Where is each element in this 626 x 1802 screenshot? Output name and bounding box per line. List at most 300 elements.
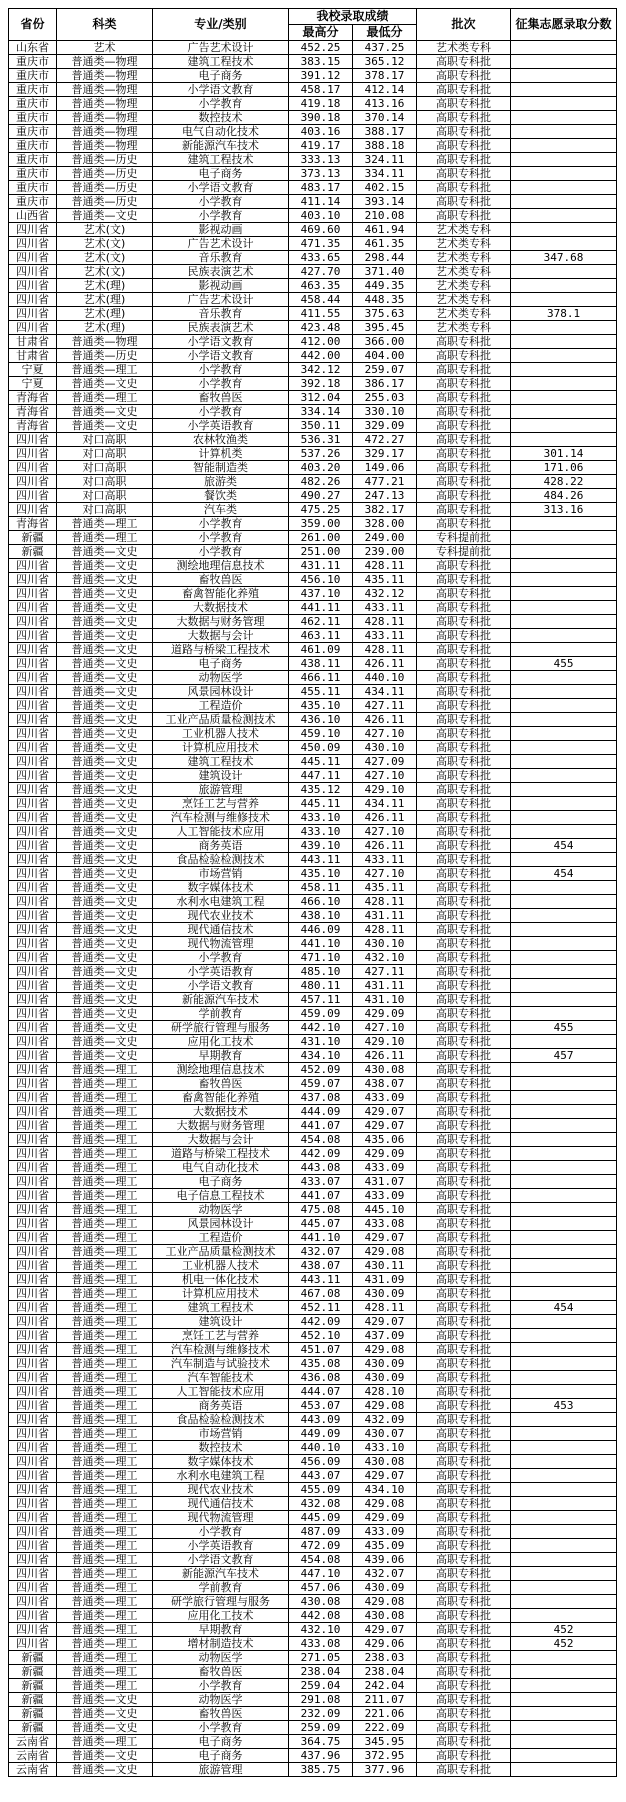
cell-supplementary-score: 455 <box>511 1021 617 1035</box>
cell-min-score: 435.11 <box>353 573 417 587</box>
cell-province: 四川省 <box>9 587 57 601</box>
table-row <box>9 1399 617 1413</box>
cell-batch: 高职专科批 <box>417 1721 511 1735</box>
cell-subject: 对口高职 <box>57 447 153 461</box>
admission-score-sheet <box>8 8 616 1777</box>
cell-batch: 高职专科批 <box>417 1763 511 1777</box>
cell-supplementary-score <box>511 1525 617 1539</box>
cell-max-score: 447.11 <box>289 769 353 783</box>
cell-major: 机电一体化技术 <box>153 1273 289 1287</box>
cell-max-score: 436.08 <box>289 1371 353 1385</box>
table-row <box>9 1567 617 1581</box>
cell-major: 建筑工程技术 <box>153 1301 289 1315</box>
table-row <box>9 1511 617 1525</box>
cell-subject: 普通类—理工 <box>57 1637 153 1651</box>
cell-province: 四川省 <box>9 1063 57 1077</box>
cell-min-score: 429.09 <box>353 1007 417 1021</box>
cell-max-score: 431.10 <box>289 1035 353 1049</box>
table-row <box>9 97 617 111</box>
cell-min-score: 427.11 <box>353 965 417 979</box>
cell-province: 四川省 <box>9 1301 57 1315</box>
cell-major: 商务英语 <box>153 1399 289 1413</box>
cell-province: 四川省 <box>9 1413 57 1427</box>
cell-max-score: 466.10 <box>289 895 353 909</box>
cell-supplementary-score: 313.16 <box>511 503 617 517</box>
cell-subject: 普通类—理工 <box>57 1497 153 1511</box>
cell-supplementary-score <box>511 1245 617 1259</box>
cell-major: 数字媒体技术 <box>153 881 289 895</box>
table-row <box>9 41 617 55</box>
cell-max-score: 419.17 <box>289 139 353 153</box>
cell-supplementary-score <box>511 1329 617 1343</box>
table-row <box>9 923 617 937</box>
cell-supplementary-score <box>511 349 617 363</box>
cell-max-score: 485.10 <box>289 965 353 979</box>
cell-batch: 高职专科批 <box>417 447 511 461</box>
cell-batch: 高职专科批 <box>417 1091 511 1105</box>
cell-subject: 普通类—理工 <box>57 1441 153 1455</box>
table-row <box>9 307 617 321</box>
table-row <box>9 573 617 587</box>
cell-subject: 普通类—理工 <box>57 391 153 405</box>
cell-batch: 艺术类专科 <box>417 237 511 251</box>
cell-province: 四川省 <box>9 1049 57 1063</box>
cell-batch: 高职专科批 <box>417 69 511 83</box>
cell-batch: 艺术类专科 <box>417 279 511 293</box>
cell-province: 四川省 <box>9 461 57 475</box>
cell-batch: 高职专科批 <box>417 1511 511 1525</box>
cell-major: 水利水电建筑工程 <box>153 1469 289 1483</box>
cell-supplementary-score <box>511 741 617 755</box>
cell-province: 云南省 <box>9 1735 57 1749</box>
cell-supplementary-score <box>511 1273 617 1287</box>
cell-min-score: 429.07 <box>353 1119 417 1133</box>
cell-subject: 普通类—理工 <box>57 1567 153 1581</box>
cell-min-score: 259.07 <box>353 363 417 377</box>
cell-subject: 艺术(理) <box>57 279 153 293</box>
table-row <box>9 797 617 811</box>
cell-subject: 普通类—理工 <box>57 1469 153 1483</box>
cell-max-score: 443.11 <box>289 1273 353 1287</box>
cell-batch: 高职专科批 <box>417 895 511 909</box>
cell-subject: 普通类—理工 <box>57 517 153 531</box>
cell-supplementary-score <box>511 1077 617 1091</box>
cell-subject: 普通类—物理 <box>57 335 153 349</box>
cell-subject: 普通类—理工 <box>57 1385 153 1399</box>
cell-min-score: 427.11 <box>353 699 417 713</box>
cell-province: 四川省 <box>9 1637 57 1651</box>
cell-batch: 高职专科批 <box>417 1189 511 1203</box>
cell-min-score: 439.06 <box>353 1553 417 1567</box>
cell-subject: 普通类—物理 <box>57 83 153 97</box>
cell-major: 新能源汽车技术 <box>153 1567 289 1581</box>
cell-subject: 普通类—文史 <box>57 419 153 433</box>
cell-major: 新能源汽车技术 <box>153 993 289 1007</box>
cell-batch: 高职专科批 <box>417 475 511 489</box>
cell-province: 山东省 <box>9 41 57 55</box>
cell-province: 重庆市 <box>9 125 57 139</box>
table-row <box>9 587 617 601</box>
cell-major: 建筑工程技术 <box>153 55 289 69</box>
cell-major: 小学语文教育 <box>153 335 289 349</box>
cell-province: 新疆 <box>9 1693 57 1707</box>
table-row <box>9 167 617 181</box>
cell-supplementary-score <box>511 1693 617 1707</box>
cell-subject: 艺术(理) <box>57 293 153 307</box>
table-header <box>9 9 617 41</box>
table-row <box>9 195 617 209</box>
cell-subject: 普通类—文史 <box>57 209 153 223</box>
cell-min-score: 428.10 <box>353 1385 417 1399</box>
cell-province: 四川省 <box>9 1021 57 1035</box>
cell-min-score: 430.08 <box>353 1609 417 1623</box>
cell-supplementary-score <box>511 125 617 139</box>
cell-subject: 普通类—文史 <box>57 909 153 923</box>
cell-major: 人工智能技术应用 <box>153 1385 289 1399</box>
cell-province: 四川省 <box>9 1595 57 1609</box>
cell-subject: 普通类—理工 <box>57 1301 153 1315</box>
cell-province: 四川省 <box>9 447 57 461</box>
cell-batch: 高职专科批 <box>417 405 511 419</box>
cell-supplementary-score: 484.26 <box>511 489 617 503</box>
cell-min-score: 430.09 <box>353 1287 417 1301</box>
table-row <box>9 1105 617 1119</box>
cell-major: 建筑工程技术 <box>153 153 289 167</box>
cell-province: 四川省 <box>9 1203 57 1217</box>
cell-max-score: 487.09 <box>289 1525 353 1539</box>
cell-major: 电子信息工程技术 <box>153 1189 289 1203</box>
cell-supplementary-score <box>511 783 617 797</box>
cell-province: 四川省 <box>9 965 57 979</box>
cell-min-score: 388.17 <box>353 125 417 139</box>
cell-max-score: 423.48 <box>289 321 353 335</box>
table-row <box>9 503 617 517</box>
cell-batch: 高职专科批 <box>417 797 511 811</box>
cell-province: 四川省 <box>9 937 57 951</box>
cell-province: 重庆市 <box>9 195 57 209</box>
cell-max-score: 403.20 <box>289 461 353 475</box>
cell-batch: 高职专科批 <box>417 1161 511 1175</box>
cell-major: 畜禽智能化养殖 <box>153 1091 289 1105</box>
cell-max-score: 455.09 <box>289 1483 353 1497</box>
cell-subject: 普通类—文史 <box>57 797 153 811</box>
cell-province: 重庆市 <box>9 153 57 167</box>
cell-major: 测绘地理信息技术 <box>153 1063 289 1077</box>
cell-supplementary-score <box>511 1665 617 1679</box>
table-row <box>9 1651 617 1665</box>
cell-batch: 高职专科批 <box>417 1147 511 1161</box>
table-row <box>9 685 617 699</box>
cell-supplementary-score <box>511 69 617 83</box>
cell-major: 动物医学 <box>153 671 289 685</box>
table-row <box>9 321 617 335</box>
cell-subject: 普通类—文史 <box>57 755 153 769</box>
cell-min-score: 429.10 <box>353 783 417 797</box>
cell-max-score: 463.11 <box>289 629 353 643</box>
cell-province: 四川省 <box>9 727 57 741</box>
cell-min-score: 378.17 <box>353 69 417 83</box>
cell-max-score: 261.00 <box>289 531 353 545</box>
table-row <box>9 811 617 825</box>
cell-batch: 高职专科批 <box>417 461 511 475</box>
table-row <box>9 1693 617 1707</box>
cell-max-score: 445.09 <box>289 1511 353 1525</box>
cell-major: 现代通信技术 <box>153 1497 289 1511</box>
cell-min-score: 427.10 <box>353 769 417 783</box>
cell-batch: 高职专科批 <box>417 83 511 97</box>
cell-min-score: 382.17 <box>353 503 417 517</box>
cell-batch: 高职专科批 <box>417 1623 511 1637</box>
table-row <box>9 769 617 783</box>
cell-major: 大数据技术 <box>153 601 289 615</box>
cell-batch: 高职专科批 <box>417 853 511 867</box>
header-supplementary-score: 征集志愿录取分数 <box>511 9 617 41</box>
cell-major: 汽车智能技术 <box>153 1371 289 1385</box>
cell-max-score: 434.10 <box>289 1049 353 1063</box>
cell-major: 汽车制造与试验技术 <box>153 1357 289 1371</box>
cell-major: 小学教育 <box>153 1525 289 1539</box>
cell-province: 宁夏 <box>9 363 57 377</box>
cell-min-score: 427.10 <box>353 727 417 741</box>
cell-province: 四川省 <box>9 223 57 237</box>
cell-min-score: 433.10 <box>353 1441 417 1455</box>
cell-batch: 专科提前批 <box>417 545 511 559</box>
cell-major: 小学教育 <box>153 97 289 111</box>
cell-province: 四川省 <box>9 909 57 923</box>
cell-min-score: 370.14 <box>353 111 417 125</box>
cell-province: 四川省 <box>9 923 57 937</box>
cell-supplementary-score <box>511 209 617 223</box>
cell-subject: 普通类—历史 <box>57 195 153 209</box>
cell-major: 电气自动化技术 <box>153 1161 289 1175</box>
cell-subject: 普通类—理工 <box>57 1511 153 1525</box>
cell-batch: 高职专科批 <box>417 629 511 643</box>
cell-supplementary-score <box>511 615 617 629</box>
cell-supplementary-score <box>511 293 617 307</box>
cell-province: 四川省 <box>9 1231 57 1245</box>
cell-province: 四川省 <box>9 1119 57 1133</box>
cell-batch: 高职专科批 <box>417 517 511 531</box>
table-row <box>9 405 617 419</box>
table-row <box>9 1763 617 1777</box>
cell-province: 四川省 <box>9 1315 57 1329</box>
cell-subject: 对口高职 <box>57 503 153 517</box>
cell-max-score: 452.11 <box>289 1301 353 1315</box>
cell-supplementary-score <box>511 1385 617 1399</box>
cell-min-score: 221.06 <box>353 1707 417 1721</box>
cell-subject: 普通类—理工 <box>57 1343 153 1357</box>
cell-max-score: 472.09 <box>289 1539 353 1553</box>
cell-province: 四川省 <box>9 1287 57 1301</box>
cell-max-score: 447.10 <box>289 1567 353 1581</box>
cell-batch: 高职专科批 <box>417 587 511 601</box>
cell-min-score: 427.10 <box>353 825 417 839</box>
cell-min-score: 432.09 <box>353 1413 417 1427</box>
cell-province: 四川省 <box>9 559 57 573</box>
cell-subject: 普通类—文史 <box>57 713 153 727</box>
cell-subject: 艺术(文) <box>57 237 153 251</box>
cell-province: 四川省 <box>9 1077 57 1091</box>
cell-province: 四川省 <box>9 1469 57 1483</box>
table-row <box>9 293 617 307</box>
table-row <box>9 1637 617 1651</box>
cell-major: 小学语文教育 <box>153 181 289 195</box>
cell-province: 青海省 <box>9 391 57 405</box>
cell-supplementary-score <box>511 1343 617 1357</box>
cell-batch: 艺术类专科 <box>417 41 511 55</box>
cell-major: 小学教育 <box>153 1679 289 1693</box>
cell-max-score: 438.10 <box>289 909 353 923</box>
cell-province: 四川省 <box>9 1259 57 1273</box>
cell-max-score: 359.00 <box>289 517 353 531</box>
cell-max-score: 441.10 <box>289 937 353 951</box>
cell-batch: 高职专科批 <box>417 419 511 433</box>
cell-min-score: 431.10 <box>353 993 417 1007</box>
cell-subject: 普通类—文史 <box>57 783 153 797</box>
cell-supplementary-score <box>511 391 617 405</box>
cell-batch: 艺术类专科 <box>417 321 511 335</box>
cell-max-score: 427.70 <box>289 265 353 279</box>
cell-major: 畜牧兽医 <box>153 1707 289 1721</box>
cell-batch: 高职专科批 <box>417 783 511 797</box>
cell-subject: 普通类—理工 <box>57 1665 153 1679</box>
cell-supplementary-score <box>511 825 617 839</box>
cell-subject: 普通类—文史 <box>57 965 153 979</box>
cell-supplementary-score <box>511 699 617 713</box>
cell-max-score: 459.07 <box>289 1077 353 1091</box>
cell-supplementary-score: 378.1 <box>511 307 617 321</box>
cell-major: 早期教育 <box>153 1049 289 1063</box>
cell-supplementary-score <box>511 1651 617 1665</box>
cell-supplementary-score: 347.68 <box>511 251 617 265</box>
cell-min-score: 430.07 <box>353 1427 417 1441</box>
cell-batch: 高职专科批 <box>417 391 511 405</box>
cell-max-score: 537.26 <box>289 447 353 461</box>
table-row <box>9 69 617 83</box>
cell-batch: 高职专科批 <box>417 1483 511 1497</box>
cell-supplementary-score <box>511 1035 617 1049</box>
cell-min-score: 433.09 <box>353 1091 417 1105</box>
cell-min-score: 366.00 <box>353 335 417 349</box>
cell-batch: 高职专科批 <box>417 1539 511 1553</box>
cell-province: 四川省 <box>9 1217 57 1231</box>
cell-province: 四川省 <box>9 265 57 279</box>
cell-subject: 普通类—理工 <box>57 1553 153 1567</box>
cell-major: 学前教育 <box>153 1581 289 1595</box>
cell-batch: 高职专科批 <box>417 1175 511 1189</box>
cell-province: 四川省 <box>9 615 57 629</box>
cell-supplementary-score <box>511 1133 617 1147</box>
cell-province: 四川省 <box>9 1175 57 1189</box>
cell-major: 数控技术 <box>153 111 289 125</box>
cell-subject: 普通类—文史 <box>57 699 153 713</box>
cell-major: 小学教育 <box>153 531 289 545</box>
cell-subject: 对口高职 <box>57 433 153 447</box>
cell-min-score: 429.08 <box>353 1245 417 1259</box>
cell-min-score: 429.10 <box>353 1035 417 1049</box>
cell-min-score: 372.95 <box>353 1749 417 1763</box>
cell-min-score: 472.27 <box>353 433 417 447</box>
cell-major: 畜牧兽医 <box>153 1077 289 1091</box>
table-row <box>9 1385 617 1399</box>
cell-major: 食品检验检测技术 <box>153 1413 289 1427</box>
cell-batch: 高职专科批 <box>417 979 511 993</box>
cell-batch: 高职专科批 <box>417 839 511 853</box>
cell-province: 四川省 <box>9 1427 57 1441</box>
cell-supplementary-score <box>511 1427 617 1441</box>
cell-major: 畜禽智能化养殖 <box>153 587 289 601</box>
cell-max-score: 458.44 <box>289 293 353 307</box>
cell-supplementary-score: 452 <box>511 1623 617 1637</box>
cell-min-score: 437.25 <box>353 41 417 55</box>
cell-province: 新疆 <box>9 1721 57 1735</box>
cell-subject: 普通类—文史 <box>57 587 153 601</box>
cell-supplementary-score <box>511 545 617 559</box>
cell-max-score: 430.08 <box>289 1595 353 1609</box>
cell-max-score: 475.08 <box>289 1203 353 1217</box>
cell-batch: 高职专科批 <box>417 1679 511 1693</box>
cell-province: 山西省 <box>9 209 57 223</box>
table-row <box>9 1721 617 1735</box>
cell-province: 四川省 <box>9 783 57 797</box>
cell-supplementary-score <box>511 1749 617 1763</box>
table-row <box>9 1623 617 1637</box>
cell-major: 农林牧渔类 <box>153 433 289 447</box>
cell-supplementary-score <box>511 1357 617 1371</box>
cell-batch: 高职专科批 <box>417 1273 511 1287</box>
cell-min-score: 438.07 <box>353 1077 417 1091</box>
cell-batch: 高职专科批 <box>417 1665 511 1679</box>
cell-supplementary-score <box>511 1721 617 1735</box>
cell-major: 电子商务 <box>153 657 289 671</box>
cell-supplementary-score <box>511 1007 617 1021</box>
cell-subject: 普通类—文史 <box>57 867 153 881</box>
cell-max-score: 457.11 <box>289 993 353 1007</box>
table-row <box>9 1427 617 1441</box>
cell-province: 四川省 <box>9 475 57 489</box>
cell-min-score: 222.09 <box>353 1721 417 1735</box>
cell-major: 应用化工技术 <box>153 1035 289 1049</box>
cell-batch: 艺术类专科 <box>417 265 511 279</box>
cell-max-score: 433.65 <box>289 251 353 265</box>
cell-subject: 普通类—物理 <box>57 69 153 83</box>
cell-min-score: 429.08 <box>353 1497 417 1511</box>
cell-min-score: 413.16 <box>353 97 417 111</box>
table-row <box>9 1147 617 1161</box>
cell-major: 工业机器人技术 <box>153 727 289 741</box>
cell-subject: 普通类—理工 <box>57 1595 153 1609</box>
cell-subject: 普通类—理工 <box>57 1217 153 1231</box>
cell-supplementary-score <box>511 1539 617 1553</box>
cell-min-score: 329.17 <box>353 447 417 461</box>
cell-min-score: 449.35 <box>353 279 417 293</box>
cell-major: 电子商务 <box>153 69 289 83</box>
cell-supplementary-score <box>511 265 617 279</box>
cell-max-score: 462.11 <box>289 615 353 629</box>
cell-supplementary-score <box>511 1609 617 1623</box>
cell-subject: 普通类—文史 <box>57 573 153 587</box>
cell-max-score: 490.27 <box>289 489 353 503</box>
cell-min-score: 431.09 <box>353 1273 417 1287</box>
cell-supplementary-score <box>511 531 617 545</box>
cell-supplementary-score <box>511 1441 617 1455</box>
table-row <box>9 531 617 545</box>
cell-batch: 高职专科批 <box>417 1049 511 1063</box>
cell-major: 小学教育 <box>153 405 289 419</box>
cell-supplementary-score <box>511 1707 617 1721</box>
cell-major: 计算机类 <box>153 447 289 461</box>
cell-max-score: 442.08 <box>289 1609 353 1623</box>
